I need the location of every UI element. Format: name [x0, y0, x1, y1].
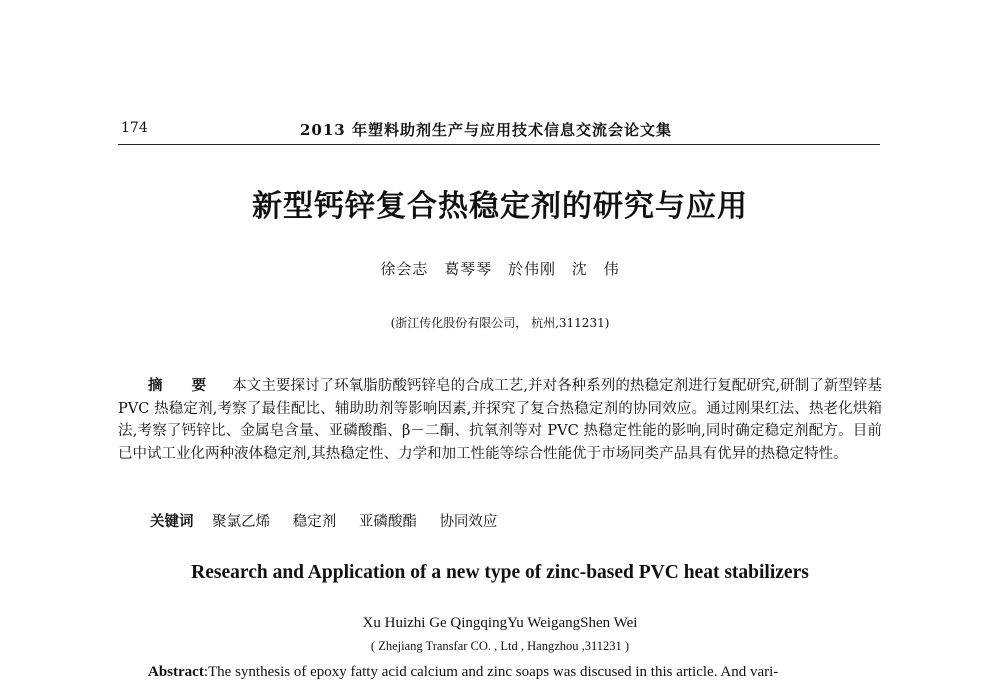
author-cn: 於伟刚: [508, 260, 557, 278]
abstract-cn-text: 本文主要探讨了环氧脂肪酸钙锌皂的合成工艺,并对各种系列的热稳定剂进行复配研究,研制了新型锌基 PVC 热稳定剂,考察了最佳配比、辅助助剂等影响因素,并探究了复合热稳定剂的协同效应。通过刚果红法、热老化烘箱法,考察了钙锌比、金属皂含量、亚磷酸酯、β－二酮、抗氧剂等对 PVC 热稳定性能的影响,同时确定稳定剂配方。目前已中试工业化两种液体稳定剂,其热稳定性、力学和加工性能等综合性能优于市场同类产品具有优异的热稳定特性。: [118, 378, 882, 462]
authors-en: Xu Huizhi Ge QingqingYu WeigangShen Wei: [362, 615, 638, 631]
abstract-cn: [118, 375, 882, 465]
keyword: 亚磷酸酯: [358, 514, 417, 530]
header-rule: [118, 144, 880, 145]
abstract-en: [148, 664, 888, 681]
keyword: 协同效应: [439, 514, 498, 530]
affiliation-en: ( Zhejiang Transfar CO. , Ltd , Hangzhou ,311231 ): [370, 639, 630, 653]
authors-cn: [0, 258, 1000, 279]
paper-title-cn: 新型钙锌复合热稳定剂的研究与应用: [252, 189, 748, 224]
keywords: [150, 510, 515, 531]
keyword: 稳定剂: [292, 514, 337, 530]
keyword: 聚氯乙烯: [212, 514, 271, 530]
abstract-cn-label: 摘 要: [148, 377, 219, 394]
author-cn: 沈 伟: [571, 260, 620, 278]
author-cn: 葛琴琴: [444, 260, 493, 278]
paper-title-en: Research and Application of a new type of zinc-based PVC heat stabilizers: [191, 562, 809, 583]
affiliation-cn: (浙江传化股份有限公司， 杭州,311231): [390, 316, 610, 330]
abstract-en-label: Abstract: [148, 664, 204, 680]
page-number: 174: [121, 120, 148, 136]
abstract-en-text: :The synthesis of epoxy fatty acid calcium and zinc soaps was discused in this article. And vari-: [203, 664, 779, 680]
keywords-label: 关键词: [150, 513, 194, 530]
running-header: 2013 年塑料助剂生产与应用技术信息交流会论文集: [300, 121, 672, 139]
author-cn: 徐会志: [380, 260, 429, 278]
